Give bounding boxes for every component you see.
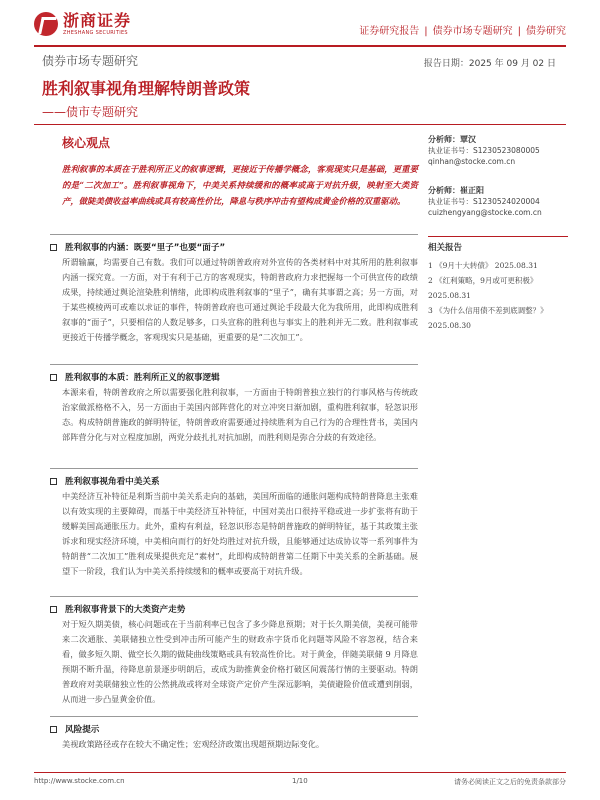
section-sino-us xyxy=(62,474,418,579)
section-essence xyxy=(62,370,418,445)
report-category-nav: 证券研究报告 | 债券市场专题研究 | 债券研究 xyxy=(359,26,566,37)
related-report-link[interactable]: 2 《红利策略，9月或可更积极》 2025.08.31 xyxy=(428,276,538,300)
core-text: 胜利叙事的本质在于胜利所正义的叙事逻辑，更接近于传播学概念，客观现实只是基础，更重要的是“二次加工”。胜利叙事视角下，中美关系持续缓和的概率或高于对抗升级，映射至大类资产，做陡美债收益率曲线或具有较高性价比，降息与秩序冲击有望构成黄金价格的双重驱动。 xyxy=(62,164,418,206)
title-divider xyxy=(34,124,566,125)
related-report-link[interactable]: 3 《为什么信用债不差到底调整？》 2025.08.30 xyxy=(428,306,548,330)
analyst-card xyxy=(428,134,568,167)
section-body: 本源来看，特朗普政府之所以需要强化胜利叙事，一方面由于特朗普独立独行的行事风格与传统政治家做派格格不入，另一方面由于美国内部阵营化的对立冲突日渐加剧，重构胜利叙事，轻忽识形态。构成特朗普施政的鲜明特征，特朗普政府需要通过持续胜利为自己行为的合理性背书，美国内部阵营分化与对立程度加剧，两党分歧扎扎对抗加剧，而胜利则是弥合分歧的有效途径。 xyxy=(62,387,418,442)
logo-icon xyxy=(34,12,58,36)
section-divider xyxy=(50,716,418,717)
section-body: 中美经济互补特征是利斯当前中美关系走向的基础，美国所面临的通胀问题构成特朗普降息主张难以有效实现的主要障碍，而基于中美经济互补特征，中国对美出口很持平稳或进一步扩张将有助于缓解美国高通胀压力。此外，重构有利益，轻忽识形态是特朗普施政的鲜明特征，基于其政策主张诉求和现实经济环境，中美相向而行的好处均胜过对抗升级，且能够通过达成协议等一系列事件为特朗普“二次加工”胜利成果提供充足“素材”，此即构成特朗普第二任期下中美关系的全新基础。展望下一阶段，我们认为中美关系持续缓和的概率或要高于对抗升级。 xyxy=(62,491,418,576)
related-report-link[interactable]: 1 《9月十大转债》 2025.08.31 xyxy=(428,261,538,270)
section-divider xyxy=(50,364,418,365)
footer-divider xyxy=(34,772,566,773)
section-divider xyxy=(50,234,418,235)
logo-name: 浙商证券 xyxy=(63,10,132,30)
analyst-label: 分析师： xyxy=(428,135,460,144)
analyst-name: 崔正阳 xyxy=(460,186,484,195)
section-title: 风险提示 xyxy=(65,725,100,735)
section-title: 胜利叙事的内涵：既要“里子”也要“面子” xyxy=(65,243,226,253)
section-divider xyxy=(50,596,418,597)
bullet-square-icon xyxy=(50,374,57,381)
bullet-square-icon xyxy=(50,606,57,613)
related-reports-title: 相关报告 xyxy=(428,236,568,253)
nav-item: 证券研究报告 xyxy=(359,26,420,37)
section-divider xyxy=(50,468,418,469)
analyst-cert: 执业证书号：S1230524020004 xyxy=(428,197,540,206)
header-divider xyxy=(34,45,566,47)
company-logo xyxy=(34,12,131,36)
analyst-email[interactable]: qinhan@stocke.com.cn xyxy=(428,157,516,166)
page-number: 1/10 xyxy=(292,777,308,785)
report-subtitle: ——债市专题研究 xyxy=(42,105,139,119)
analyst-email[interactable]: cuizhengyang@stocke.com.cn xyxy=(428,208,542,217)
section-risk xyxy=(62,722,418,752)
section-assets xyxy=(62,602,418,707)
bullet-square-icon xyxy=(50,244,57,251)
sidebar xyxy=(428,134,568,333)
section-connotation xyxy=(62,240,418,345)
bullet-square-icon xyxy=(50,478,57,485)
logo-english: ZHESHANG SECURITIES xyxy=(63,29,128,36)
section-body: 美视政策路径或存在较大不确定性；宏观经济政策出现超预期边际变化。 xyxy=(62,739,325,749)
section-body: 对于短久期美债，核心问题或在于当前利率已包含了多少降息预期；对于长久期美债，美视可能带来二次通胀、美联储独立性受到冲击所可能产生的财政赤字货币化问题等风险不容忽视，结合来看，做多短久期、做空长久期的做陡曲线策略或具有较高性价比。对于黄金，伴随美联储 9 月降息预期不断升温，待降息前景逐步明朗后，或成为助推黄金价格打破区间震荡行情的主要驱动。特朗普政府对美联储独立性的公然挑战或将对全球资产定价产生深远影响，美债避险价值或遭到削弱，从而进一步凸显黄金价值。 xyxy=(62,619,418,704)
nav-item: 债券研究 xyxy=(526,26,566,37)
section-label: 债券市场专题研究 xyxy=(42,54,139,68)
bullet-square-icon xyxy=(50,726,57,733)
footer-disclaimer: 请务必阅读正文之后的免责条款部分 xyxy=(454,778,566,786)
nav-item: 债券市场专题研究 xyxy=(432,26,513,37)
core-viewpoint xyxy=(62,134,418,209)
report-date: 报告日期：2025 年 09 月 02 日 xyxy=(423,59,556,69)
analyst-label: 分析师： xyxy=(428,186,460,195)
section-title: 胜利叙事视角看中美关系 xyxy=(65,477,160,487)
section-title: 胜利叙事的本质：胜利所正义的叙事逻辑 xyxy=(65,373,220,383)
analyst-cert: 执业证书号：S1230523080005 xyxy=(428,146,540,155)
section-body: 所谓输赢，均需要自己有数。我们可以通过特朗普政府对外宣传的各类材料中对其所用的胜利叙事内涵一探究竟。一方面，对于有利于己方的客观现实，特朗普政府力求把握每一个可供宣传的政绩成果，持续通过舆论渲染胜利情绪，此即构成胜利叙事的“里子”，确有其事谓之高；另一方面，对于某些模棱两可或难以求证的事件，特朗普政府也可通过舆论手段最大化为我所用，此即构成胜利叙事的“面子”，只要相信的人数足够多，口头宣称的胜利也与事实上的胜利并无二致。胜利叙事或更接近于传播学概念，客观现实只是基础，更重要的是“二次加工”。 xyxy=(62,257,418,342)
footer-website[interactable]: http://www.stocke.com.cn xyxy=(34,777,125,785)
analyst-name: 覃汉 xyxy=(460,135,476,144)
core-title: 核心观点 xyxy=(62,136,111,150)
analyst-card xyxy=(428,185,568,218)
section-title: 胜利叙事背景下的大类资产走势 xyxy=(65,605,186,615)
report-title: 胜利叙事视角理解特朗普政策 xyxy=(42,79,251,98)
